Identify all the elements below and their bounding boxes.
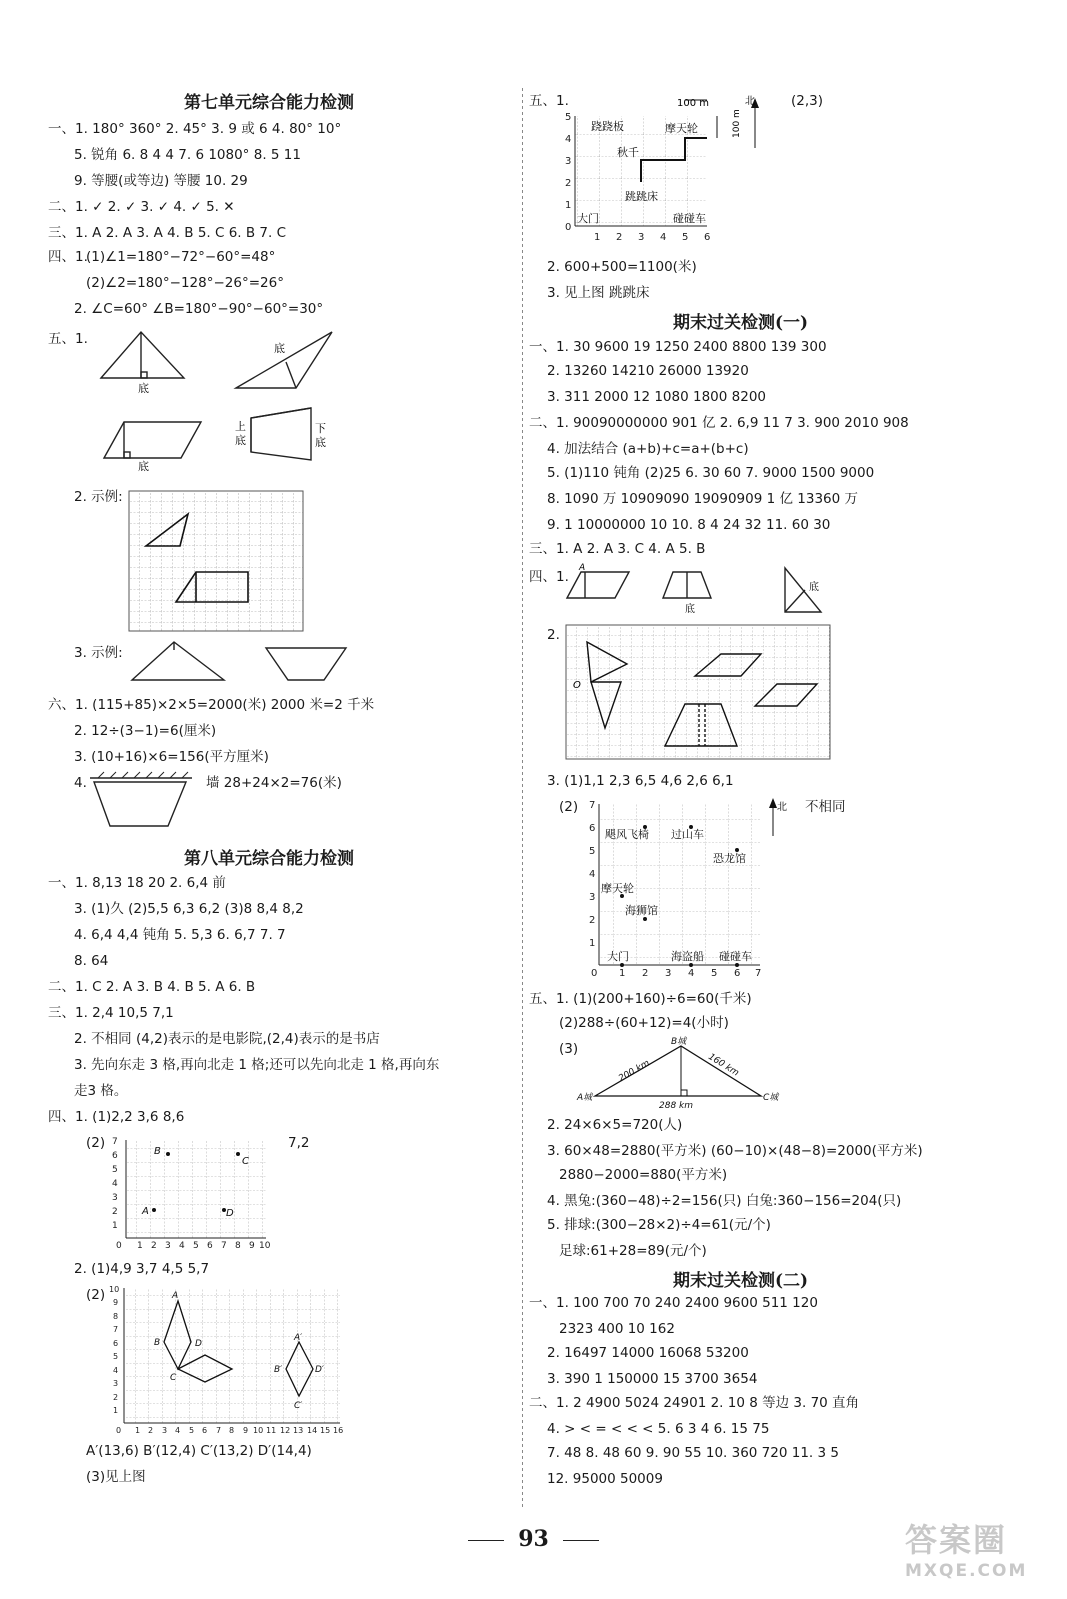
svg-text:4: 4 [175,1426,181,1435]
svg-text:5: 5 [193,1241,199,1251]
unit7-line-4: 二、1. ✓ 2. ✓ 3. ✓ 4. ✓ 5. ✕ [48,199,235,215]
map-north: 北 [745,96,755,107]
grid2-point-b: B [154,1338,161,1348]
wall-figure [88,770,198,830]
f2-line-1: 一、1. 100 700 70 240 2400 9600 511 120 [529,1295,818,1311]
unit8-line-15: (3)见上图 [86,1469,146,1485]
f2-line-5: 二、1. 2 4900 5024 24901 2. 10 8 等边 3. 70 直角 [529,1395,860,1411]
city-c: C城 [763,1093,779,1103]
svg-text:1: 1 [112,1221,118,1231]
place-swing: 秋千 [617,146,639,159]
city-b: B城 [671,1037,687,1047]
svg-text:1: 1 [619,968,626,979]
svg-text:4: 4 [113,1366,119,1375]
svg-text:4: 4 [112,1179,118,1189]
grid2-point-c: C [170,1373,177,1383]
unit8-line-11b: 7,2 [288,1135,310,1151]
dist-ac: 288 km [659,1101,694,1111]
unit7-line-8: (2)∠2=180°−128°−26°=26° [86,275,284,291]
svg-text:4: 4 [565,134,572,145]
watermark [905,1515,1055,1590]
svg-text:7: 7 [216,1426,222,1435]
svg-text:11: 11 [266,1426,277,1435]
f1-line-19: 2880−2000=880(平方米) [559,1167,728,1183]
unit8-line-9: 走3 格。 [74,1083,128,1099]
f2-line-8: 12. 95000 50009 [547,1471,663,1487]
page-number: 93 [0,1526,1067,1552]
f1-line-13: (2) [559,799,579,815]
f1-line-21: 5. 排球:(300−28×2)÷4=61(元/个) [547,1217,771,1233]
svg-text:8: 8 [113,1312,119,1321]
unit8-line-10: 四、1. (1)2,2 3,6 8,6 [48,1109,185,1125]
map2-place-8: 碰碰车 [719,950,752,963]
unit8-line-11: (2) [86,1135,106,1151]
coordinate-grid-2 [108,1282,356,1442]
unit7-line-9: 2. ∠C=60° ∠B=180°−90°−60°=30° [74,301,324,317]
f1-line-4: 二、1. 90090000000 901 亿 2. 6,9 11 7 3. 900 2010 908 [529,415,909,431]
coordinate-grid-1 [108,1134,271,1252]
svg-text:3: 3 [565,156,572,167]
dist-ab: 200 km [617,1058,652,1085]
f1-line-17: 2. 24×6×5=720(人) [547,1117,683,1133]
svg-text:2: 2 [642,968,649,979]
f1-line-7: 8. 1090 万 10909090 19090909 1 亿 13360 万 [547,491,859,507]
amusement-map [567,796,807,982]
unit8-line-14: A′(13,6) B′(12,4) C′(13,2) D′(14,4) [86,1443,312,1459]
unit7-line-2: 5. 锐角 6. 8 4 4 7. 6 1080° 8. 5 11 [74,147,301,163]
svg-text:4: 4 [688,968,695,979]
f1-line-5: 4. 加法结合 (a+b)+c=a+(b+c) [547,441,749,457]
svg-text:1: 1 [565,200,572,211]
svg-text:9: 9 [249,1241,255,1251]
f1-line-6: 5. (1)110 钝角 (2)25 6. 30 60 7. 9000 1500 9000 [547,465,875,481]
grid1-point-d: D [226,1208,234,1219]
final-test-1-title: 期末过关检测(一) [673,313,809,333]
f1-line-11: 2. [547,627,560,643]
svg-text:13: 13 [293,1426,304,1435]
f1-line-8: 9. 1 10000000 10 10. 8 4 24 32 11. 60 30 [547,517,831,533]
svg-text:7: 7 [589,800,596,811]
grid1-point-a: A [142,1206,149,1217]
f2-line-6: 4. > < = < < < 5. 6 3 4 6. 15 75 [547,1421,770,1437]
svg-text:0: 0 [116,1426,122,1435]
f1-line-15: (2)288÷(60+12)=4(小时) [559,1015,729,1031]
unit7-line-5: 三、1. A 2. A 3. A 4. B 5. C 6. B 7. C [48,225,287,241]
place-ferris-wheel: 摩天轮 [665,122,698,135]
unit8-line-1: 一、1. 8,13 18 20 2. 6,4 前 [48,875,226,891]
svg-text:2: 2 [616,232,623,243]
unit7-line-11: 2. 示例: [74,489,123,505]
example-figures-3 [128,636,348,684]
sec5-line-2: 2. 600+500=1100(米) [547,259,697,275]
grid2-point-a: A [172,1291,179,1301]
f1-line-16: (3) [559,1041,579,1057]
place-seesaw: 跷跷板 [591,120,624,133]
svg-text:4: 4 [179,1241,185,1251]
svg-text:9: 9 [113,1298,119,1307]
svg-text:8: 8 [235,1241,241,1251]
svg-text:2: 2 [589,915,596,926]
svg-text:3: 3 [112,1193,118,1203]
svg-text:2: 2 [148,1426,154,1435]
f1-line-9: 三、1. A 2. A 3. C 4. A 5. B [529,541,706,557]
f2-line-2: 2323 400 10 162 [559,1321,675,1337]
f1-line-22: 足球:61+28=89(元/个) [559,1243,707,1259]
svg-text:1: 1 [589,938,596,949]
column-divider [522,88,523,1508]
f1-line-18: 3. 60×48=2880(平方米) (60−10)×(48−8)=2000(平方米) [547,1143,923,1159]
map2-place-4: 摩天轮 [601,882,634,895]
map-scale-top: 100 m [677,98,710,109]
unit7-title: 第七单元综合能力检测 [184,93,354,113]
city-triangle [577,1034,807,1110]
height-figures [96,320,346,473]
svg-text:7: 7 [113,1325,119,1334]
svg-text:14: 14 [307,1426,318,1435]
place-gate: 大门 [577,212,599,225]
grid-example-1 [128,490,304,632]
final-grid-figures [565,624,833,762]
lower-base-label: 底 [315,436,326,449]
grid1-point-b: B [154,1146,161,1157]
place-bumper-cars: 碰碰车 [673,212,706,225]
unit8-line-8: 3. 先向东走 3 格,再向北走 1 格;还可以先向北走 1 格,再向东 [74,1057,440,1073]
svg-text:3: 3 [638,232,645,243]
svg-text:0: 0 [565,222,572,233]
map2-place-7: 海盗船 [671,950,704,963]
svg-text:0: 0 [591,968,598,979]
unit7-line-10: 五、1. [48,331,88,347]
unit8-title: 第八单元综合能力检测 [184,849,354,869]
grid2-point-c-prime: C′ [294,1401,303,1411]
unit7-line-6: 四、1. [48,249,88,265]
unit8-line-6: 三、1. 2,4 10,5 7,1 [48,1005,174,1021]
svg-text:2: 2 [113,1393,119,1402]
f1-line-3: 3. 311 2000 12 1080 1800 8200 [547,389,766,405]
map2-north: 北 [777,802,787,813]
unit7-line-16b: 墙 28+24×2=76(米) [206,775,342,791]
unit8-line-13: (2) [86,1287,106,1303]
svg-text:6: 6 [704,232,711,243]
svg-text:3: 3 [165,1241,171,1251]
svg-text:3: 3 [113,1379,119,1388]
map2-place-1: 飓风飞椅 [605,828,649,841]
park-map [555,90,825,250]
unit7-line-15: 3. (10+16)×6=156(平方厘米) [74,749,269,765]
unit7-line-7: (1)∠1=180°−72°−60°=48° [86,249,276,265]
unit7-line-14: 2. 12÷(3−1)=6(厘米) [74,723,217,739]
f2-line-4: 3. 390 1 150000 15 3700 3654 [547,1371,758,1387]
svg-text:3: 3 [162,1426,168,1435]
svg-text:7: 7 [755,968,762,979]
f1-line-20: 4. 黑兔:(360−48)÷2=156(只) 白兔:360−156=204(只) [547,1193,902,1209]
f2-line-7: 7. 48 8. 48 60 9. 90 55 10. 360 720 11. 3 5 [547,1445,839,1461]
svg-text:1: 1 [113,1406,119,1415]
grid1-point-c: C [242,1156,249,1167]
svg-text:2: 2 [112,1207,118,1217]
f1-line-2: 2. 13260 14210 26000 13920 [547,363,749,379]
f2-line-3: 2. 16497 14000 16068 53200 [547,1345,749,1361]
unit8-line-12: 2. (1)4,9 3,7 4,5 5,7 [74,1261,210,1277]
unit8-line-2: 3. (1)久 (2)5,5 6,3 6,2 (3)8 8,4 8,2 [74,901,304,917]
grid2-point-d-prime: D′ [315,1365,324,1375]
svg-text:10: 10 [109,1285,120,1294]
final-base-label-1: 底 [685,604,695,615]
unit8-line-5: 二、1. C 2. A 3. B 4. B 5. A 6. B [48,979,256,995]
svg-text:7: 7 [221,1241,227,1251]
svg-text:4: 4 [589,869,596,880]
svg-text:1: 1 [135,1426,141,1435]
svg-text:1: 1 [137,1241,143,1251]
svg-text:16: 16 [333,1426,344,1435]
svg-text:4: 4 [660,232,667,243]
base-label-1: 底 [138,382,149,395]
svg-text:2: 2 [151,1241,157,1251]
unit7-line-3: 9. 等腰(或等边) 等腰 10. 29 [74,173,248,189]
place-trampoline: 跳跳床 [625,190,658,203]
svg-text:6: 6 [734,968,741,979]
svg-text:O: O [573,680,581,691]
upper-base-label: 底 [235,434,246,447]
svg-text:12: 12 [280,1426,291,1435]
svg-text:2: 2 [565,178,572,189]
svg-text:3: 3 [589,892,596,903]
svg-text:1: 1 [594,232,601,243]
svg-text:15: 15 [320,1426,331,1435]
unit7-line-13: 六、1. (115+85)×2×5=2000(米) 2000 米=2 千米 [48,697,375,713]
upper-label: 上 [235,420,246,433]
svg-text:6: 6 [202,1426,208,1435]
final-test-2-title: 期末过关检测(二) [673,1271,809,1291]
svg-text:7: 7 [112,1137,118,1147]
map2-place-2: 过山车 [671,828,704,841]
svg-text:3: 3 [665,968,672,979]
map2-place-3: 恐龙馆 [713,852,746,865]
svg-text:10: 10 [259,1241,271,1251]
f1-line-14: 五、1. (1)(200+160)÷6=60(千米) [529,991,752,1007]
grid2-point-b-prime: B′ [274,1365,283,1375]
unit7-line-16: 4. [74,775,87,791]
watermark-main: 答案圈 [905,1521,1008,1559]
svg-text:5: 5 [189,1426,195,1435]
svg-text:9: 9 [243,1426,249,1435]
svg-text:6: 6 [113,1339,119,1348]
final-height-figures [565,562,855,618]
base-label-3: 底 [138,460,149,473]
map2-place-6: 大门 [607,950,629,963]
map2-place-5: 海狮馆 [625,904,658,917]
svg-text:6: 6 [589,823,596,834]
base-label-2: 底 [274,342,285,355]
svg-text:A: A [579,563,586,573]
dist-bc: 160 km [706,1052,741,1079]
coord-answer: (2,3) [791,93,824,109]
grid2-point-d: D [195,1339,202,1349]
svg-text:5: 5 [112,1165,118,1175]
watermark-sub: MXQE.COM [905,1561,1028,1581]
f1-line-1: 一、1. 30 9600 19 1250 2400 8800 139 300 [529,339,827,355]
f1-line-10: 四、1. [529,569,569,585]
f1-line-12: 3. (1)1,1 2,3 6,5 4,6 2,6 6,1 [547,773,734,789]
svg-text:5: 5 [113,1352,119,1361]
final-base-label-2: 底 [809,582,819,593]
unit8-line-3: 4. 6,4 4,4 钝角 5. 5,3 6. 6,7 7. 7 [74,927,286,943]
svg-text:5: 5 [711,968,718,979]
svg-text:5: 5 [589,846,596,857]
unit7-line-1: 一、1. 180° 360° 2. 45° 3. 9 或 6 4. 80° 10° [48,121,342,137]
unit7-line-12: 3. 示例: [74,645,123,661]
unit8-line-7: 2. 不相同 (4,2)表示的是电影院,(2,4)表示的是书店 [74,1031,380,1047]
svg-text:5: 5 [565,112,572,123]
svg-text:6: 6 [112,1151,118,1161]
unit8-line-4: 8. 64 [74,953,109,969]
sec5-line-1: 五、1. [529,93,569,109]
map-scale-side: 100 m [732,109,742,138]
f1-line-13b: 不相同 [805,799,846,815]
grid2-point-a-prime: A′ [294,1333,303,1343]
svg-text:5: 5 [682,232,689,243]
svg-text:6: 6 [207,1241,213,1251]
svg-text:8: 8 [229,1426,235,1435]
svg-text:0: 0 [116,1241,122,1251]
svg-text:10: 10 [253,1426,264,1435]
city-a: A城 [577,1093,593,1103]
sec5-line-3: 3. 见上图 跳跳床 [547,285,650,301]
lower-label: 下 [315,422,326,435]
